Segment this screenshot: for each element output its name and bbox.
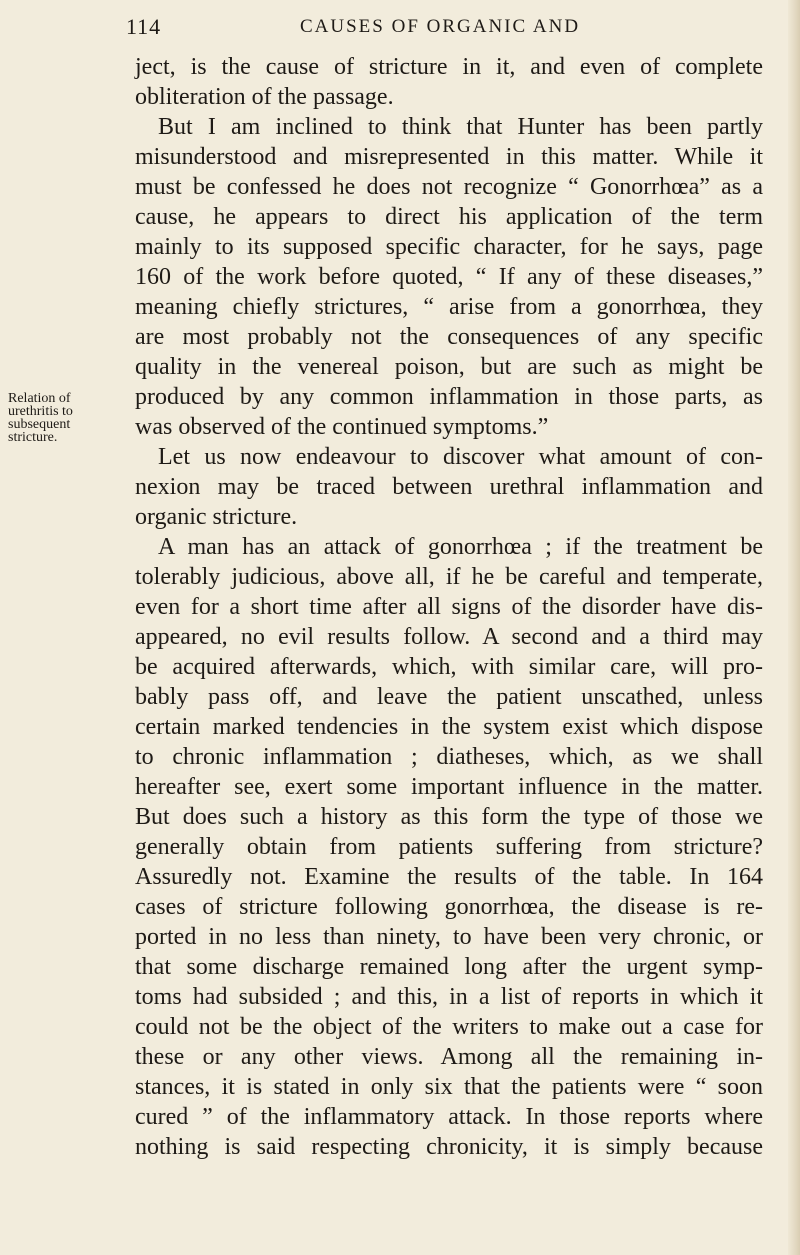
- text-line: organic stricture.: [135, 504, 298, 530]
- text-line: nexion may be traced between urethral inflammation and: [135, 474, 763, 500]
- margin-note-line: subsequent: [8, 417, 71, 432]
- text-line: tolerably judicious, above all, if he be careful and temperate,: [135, 564, 763, 590]
- text-line: produced by any common inflammation in those parts, as: [135, 384, 763, 410]
- margin-note-line: stricture.: [8, 430, 58, 445]
- text-line: ject, is the cause of stricture in it, and even of complete: [135, 54, 763, 80]
- text-line: quality in the venereal poison, but are such as might be: [135, 354, 763, 380]
- running-title: CAUSES OF ORGANIC AND: [300, 16, 581, 37]
- text-line: meaning chiefly strictures, “ arise from a gonorrhœa, they: [135, 294, 763, 320]
- margin-note: [8, 392, 98, 444]
- text-line: these or any other views. Among all the remaining in-: [135, 1044, 763, 1070]
- text-line: certain marked tendencies in the system exist which dispose: [135, 714, 763, 740]
- text-line: hereafter see, exert some important influence in the matter.: [135, 774, 763, 800]
- text-line: mainly to its supposed specific character, for he says, page: [135, 234, 763, 260]
- text-line: could not be the object of the writers to make out a case for: [135, 1014, 763, 1040]
- text-line: 160 of the work before quoted, “ If any of these diseases,”: [135, 264, 763, 290]
- running-head: [0, 14, 800, 44]
- text-line: misunderstood and misrepresented in this matter. While it: [135, 144, 763, 170]
- margin-note-line: Relation of: [8, 391, 71, 406]
- text-line: was observed of the continued symptoms.”: [135, 414, 549, 440]
- text-line: stances, it is stated in only six that the patients were “ soon: [135, 1074, 763, 1100]
- text-line: toms had subsided ; and this, in a list of reports in which it: [135, 984, 763, 1010]
- text-line: generally obtain from patients suffering from stricture?: [135, 834, 763, 860]
- text-line: But does such a history as this form the type of those we: [135, 804, 763, 830]
- text-line: But I am inclined to think that Hunter has been partly: [158, 114, 763, 140]
- text-line: ported in no less than ninety, to have been very chronic, or: [135, 924, 763, 950]
- text-line: nothing is said respecting chronicity, it is simply because: [135, 1134, 763, 1160]
- margin-note-line: urethritis to: [8, 404, 73, 419]
- text-line: be acquired afterwards, which, with similar care, will pro-: [135, 654, 763, 680]
- text-line: bably pass off, and leave the patient unscathed, unless: [135, 684, 763, 710]
- text-line: cases of stricture following gonorrhœa, the disease is re-: [135, 894, 763, 920]
- text-line: to chronic inflammation ; diatheses, which, as we shall: [135, 744, 763, 770]
- text-line: A man has an attack of gonorrhœa ; if the treatment be: [158, 534, 763, 560]
- text-line: Let us now endeavour to discover what amount of con-: [158, 444, 763, 470]
- text-line: cured ” of the inflammatory attack. In those reports where: [135, 1104, 763, 1130]
- text-line: Assuredly not. Examine the results of the table. In 164: [135, 864, 763, 890]
- text-line: are most probably not the consequences of any specific: [135, 324, 763, 350]
- page-edge: [788, 0, 800, 1255]
- text-line: that some discharge remained long after the urgent symp-: [135, 954, 763, 980]
- text-line: must be confessed he does not recognize “ Gonorrhœa” as a: [135, 174, 763, 200]
- text-line: appeared, no evil results follow. A second and a third may: [135, 624, 763, 650]
- text-line: cause, he appears to direct his application of the term: [135, 204, 763, 230]
- text-line: obliteration of the passage.: [135, 84, 394, 110]
- text-line: even for a short time after all signs of the disorder have dis-: [135, 594, 763, 620]
- page-number: 114: [126, 14, 162, 39]
